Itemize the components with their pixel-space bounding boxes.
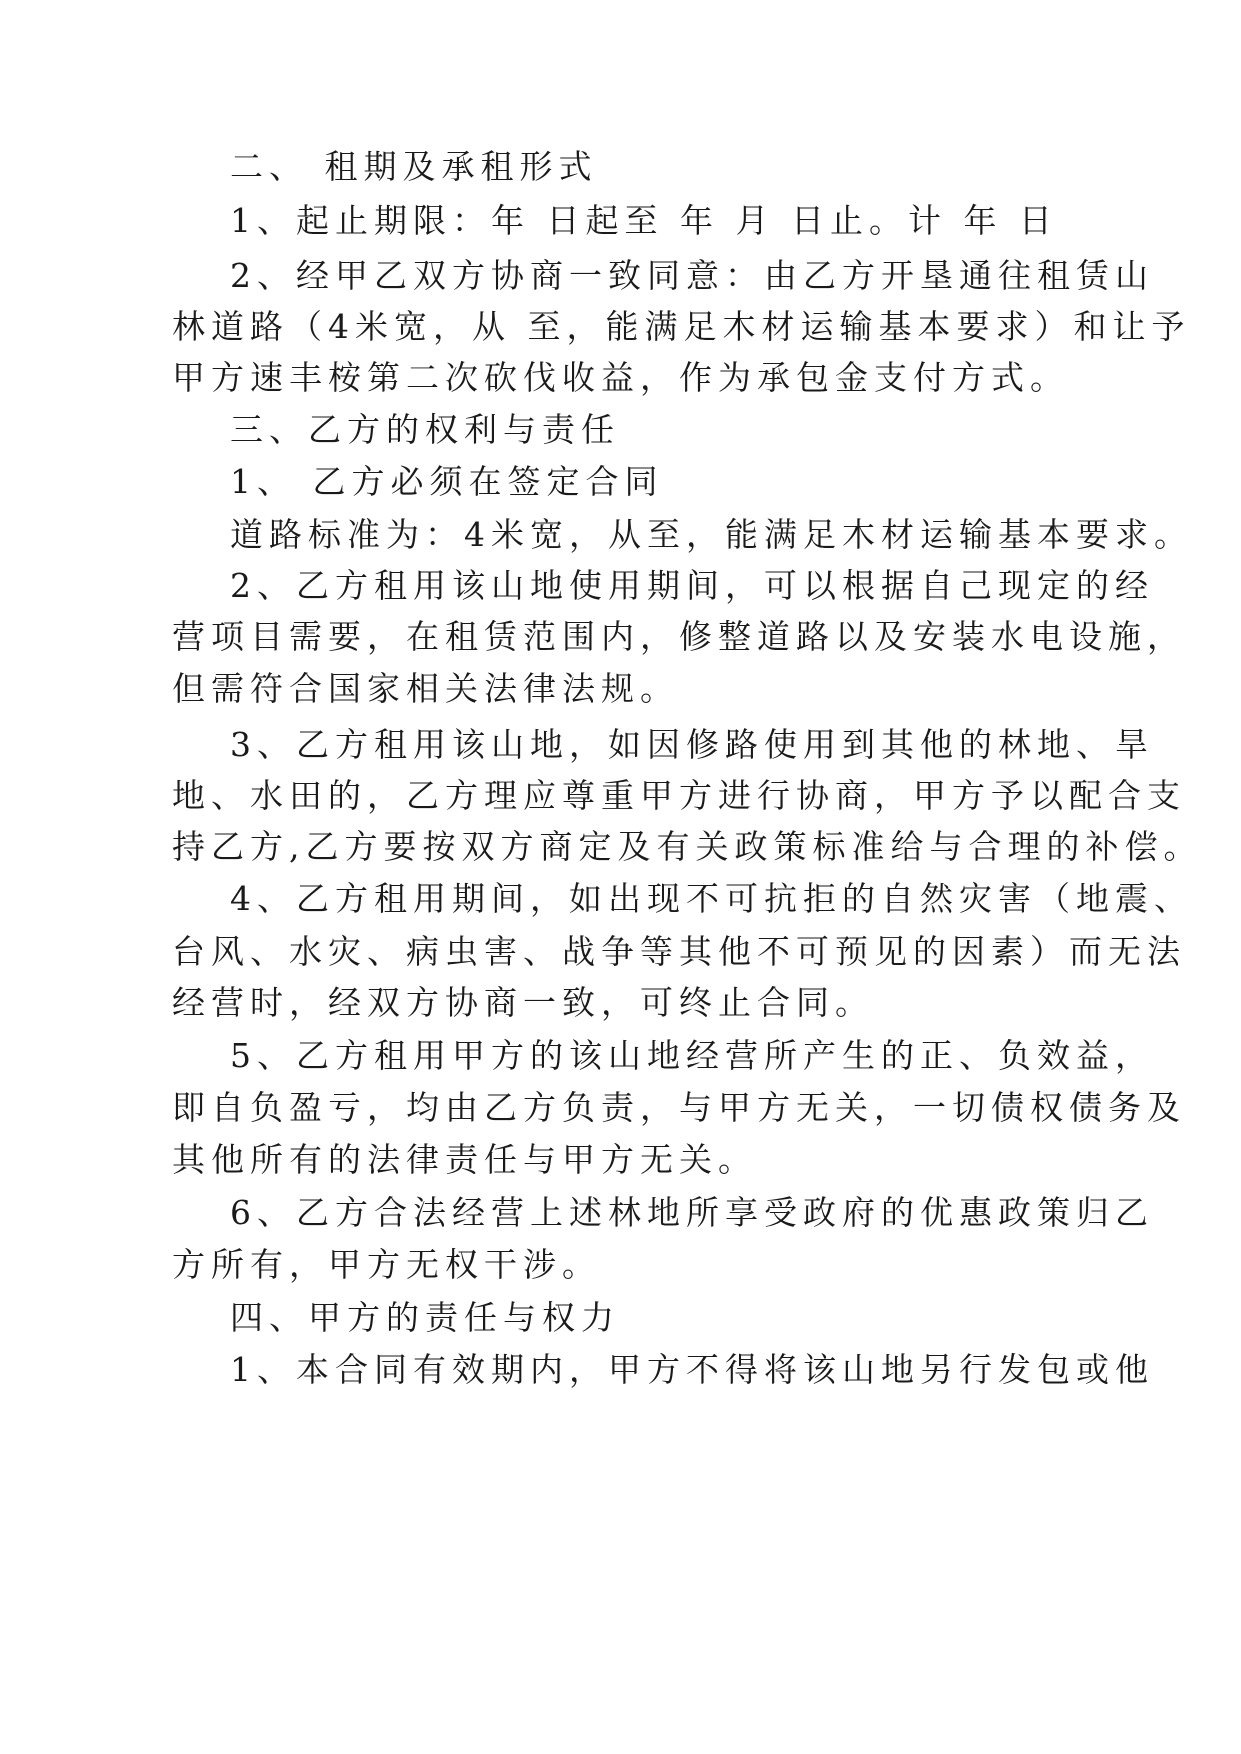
paragraph-line: 道路标准为：4米宽，从至，能满足木材运输基本要求。 bbox=[230, 515, 1193, 554]
paragraph-line: 其他所有的法律责任与甲方无关。 bbox=[172, 1140, 757, 1179]
paragraph-line: 经营时，经双方协商一致，可终止合同。 bbox=[172, 983, 874, 1022]
paragraph-line: 营项目需要，在租赁范围内，修整道路以及安装水电设施， bbox=[172, 617, 1186, 656]
paragraph-line: 1、本合同有效期内，甲方不得将该山地另行发包或他 bbox=[230, 1350, 1154, 1389]
paragraph-line: 即自负盈亏，均由乙方负责，与甲方无关，一切债权债务及 bbox=[172, 1088, 1186, 1127]
section-heading-party-b: 三、乙方的权利与责任 bbox=[230, 410, 620, 449]
paragraph-line: 台风、水灾、病虫害、战争等其他不可预见的因素）而无法 bbox=[172, 932, 1186, 971]
paragraph-line: 地、水田的，乙方理应尊重甲方进行协商，甲方予以配合支 bbox=[172, 776, 1186, 815]
paragraph-line: 3、乙方租用该山地，如因修路使用到其他的林地、旱 bbox=[230, 725, 1154, 764]
paragraph-line: 持乙方,乙方要按双方商定及有关政策标准给与合理的补偿。 bbox=[172, 827, 1203, 866]
paragraph-line: 2、乙方租用该山地使用期间，可以根据自己现定的经 bbox=[230, 566, 1154, 605]
paragraph-line: 甲方速丰桉第二次砍伐收益，作为承包金支付方式。 bbox=[172, 358, 1069, 397]
paragraph-line: 4、乙方租用期间，如出现不可抗拒的自然灾害（地震、 bbox=[230, 879, 1193, 918]
paragraph-line: 5、乙方租用甲方的该山地经营所产生的正、负效益， bbox=[230, 1036, 1154, 1075]
paragraph-line: 方所有，甲方无权干涉。 bbox=[172, 1245, 601, 1284]
section-heading-party-a: 四、甲方的责任与权力 bbox=[230, 1298, 620, 1337]
paragraph-line: 6、乙方合法经营上述林地所享受政府的优惠政策归乙 bbox=[230, 1193, 1154, 1232]
paragraph-line: 林道路（4米宽，从 至，能满足木材运输基本要求）和让予 bbox=[172, 307, 1191, 346]
section-heading-lease-term: 二、 租期及承租形式 bbox=[230, 147, 598, 186]
paragraph-line: 2、经甲乙双方协商一致同意：由乙方开垦通往租赁山 bbox=[230, 256, 1154, 295]
paragraph-line: 1、起止期限：年 日起至 年 月 日止。计 年 日 bbox=[230, 201, 1058, 240]
paragraph-line: 但需符合国家相关法律法规。 bbox=[172, 669, 679, 708]
paragraph-line: 1、 乙方必须在签定合同 bbox=[230, 462, 664, 501]
